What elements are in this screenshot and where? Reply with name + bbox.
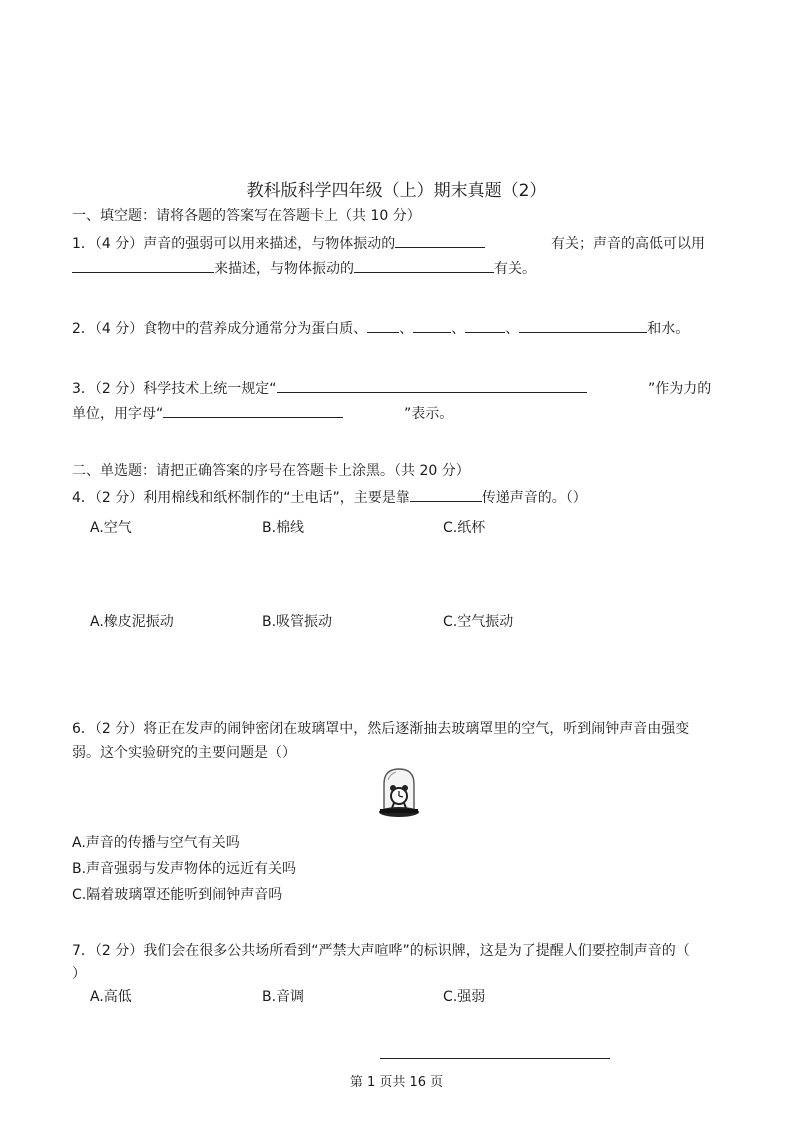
q3-line2-b: ”表示。 [404, 406, 454, 422]
section-1-heading: 一、填空题：请将各题的答案写在答题卡上（共 10 分） [72, 208, 421, 224]
q4-blank[interactable] [410, 487, 482, 502]
question-6-line-2: 弱。这个实验研究的主要问题是（） [72, 745, 296, 761]
q3-suffix: ”作为力的 [648, 381, 712, 397]
q5-option-a[interactable]: A.橡皮泥振动 [90, 614, 174, 630]
question-1-line-2 [72, 258, 536, 278]
q6-option-a[interactable]: A.声音的传播与空气有关吗 [72, 835, 240, 851]
question-3-line-1 [72, 378, 587, 398]
question-7-line-2: ） [72, 966, 86, 982]
q7-option-c[interactable]: C.强弱 [443, 989, 486, 1005]
q1-line2-a: 来描述，与物体振动的 [214, 261, 354, 277]
section-2-heading: 二、单选题：请把正确答案的序号在答题卡上涂黑。（共 20 分） [72, 463, 470, 479]
q3-prefix: 3．（2 分）科学技术上统一规定“ [72, 381, 277, 397]
q3-blank-2[interactable] [163, 403, 343, 418]
q5-option-b[interactable]: B.吸管振动 [262, 614, 333, 630]
q2-sep-3: 、 [505, 321, 520, 337]
q4-prefix: 4．（2 分）利用棉线和纸杯制作的“土电话”，主要是靠 [72, 490, 410, 506]
q1-blank-2[interactable] [72, 258, 214, 273]
question-7-line-1: 7．（2 分）我们会在很多公共场所看到“严禁大声喧哗”的标识牌，这是为了提醒人们要控制声音的（ [72, 943, 690, 959]
q1-blank-3[interactable] [354, 258, 494, 273]
q7-option-a[interactable]: A.高低 [90, 989, 132, 1005]
q2-prefix: 2．（4 分）食物中的营养成分通常分为蛋白质、 [72, 321, 368, 337]
q1-prefix: 1．（4 分）声音的强弱可以用来描述，与物体振动的 [72, 236, 396, 252]
q2-suffix: 和水。 [647, 321, 690, 337]
question-6-line-1: 6．（2 分）将正在发声的闹钟密闭在玻璃罩中，然后逐渐抽去玻璃罩里的空气，听到闹钟声音由强变 [72, 721, 690, 737]
q2-sep-1: 、 [399, 321, 414, 337]
q3-line2-a: 单位，用字母“ [72, 406, 164, 422]
q2-blank-1[interactable] [367, 318, 399, 333]
q2-blank-3[interactable] [465, 318, 505, 333]
page-number: 第 1 页共 16 页 [349, 1075, 444, 1090]
q6-option-b[interactable]: B.声音强弱与发声物体的远近有关吗 [72, 861, 297, 877]
question-3-line-2 [72, 403, 343, 423]
question-4 [72, 487, 587, 507]
bell-jar-alarm-clock-image [376, 766, 422, 820]
q1-line2-b: 有关。 [494, 261, 536, 277]
q4-option-b[interactable]: B.棉线 [262, 520, 305, 536]
q2-blank-4[interactable] [519, 318, 647, 333]
q3-blank-1[interactable] [277, 378, 587, 393]
page-title: 教科版科学四年级（上）期末真题（2） [246, 181, 547, 201]
q1-blank-1[interactable] [395, 233, 485, 248]
question-1-line-1 [72, 233, 485, 253]
q4-suffix: 传递声音的。（） [481, 490, 587, 506]
q2-sep-2: 、 [451, 321, 466, 337]
q2-blank-2[interactable] [413, 318, 451, 333]
q6-option-c[interactable]: C.隔着玻璃罩还能听到闹钟声音吗 [72, 887, 283, 903]
question-2 [72, 318, 689, 338]
q5-option-c[interactable]: C.空气振动 [443, 614, 514, 630]
q4-option-c[interactable]: C.纸杯 [443, 520, 486, 536]
q7-option-b[interactable]: B.音调 [262, 989, 305, 1005]
q4-option-a[interactable]: A.空气 [90, 520, 132, 536]
q1-mid: 有关；声音的高低可以用 [551, 236, 705, 252]
footer-divider [380, 1058, 610, 1059]
